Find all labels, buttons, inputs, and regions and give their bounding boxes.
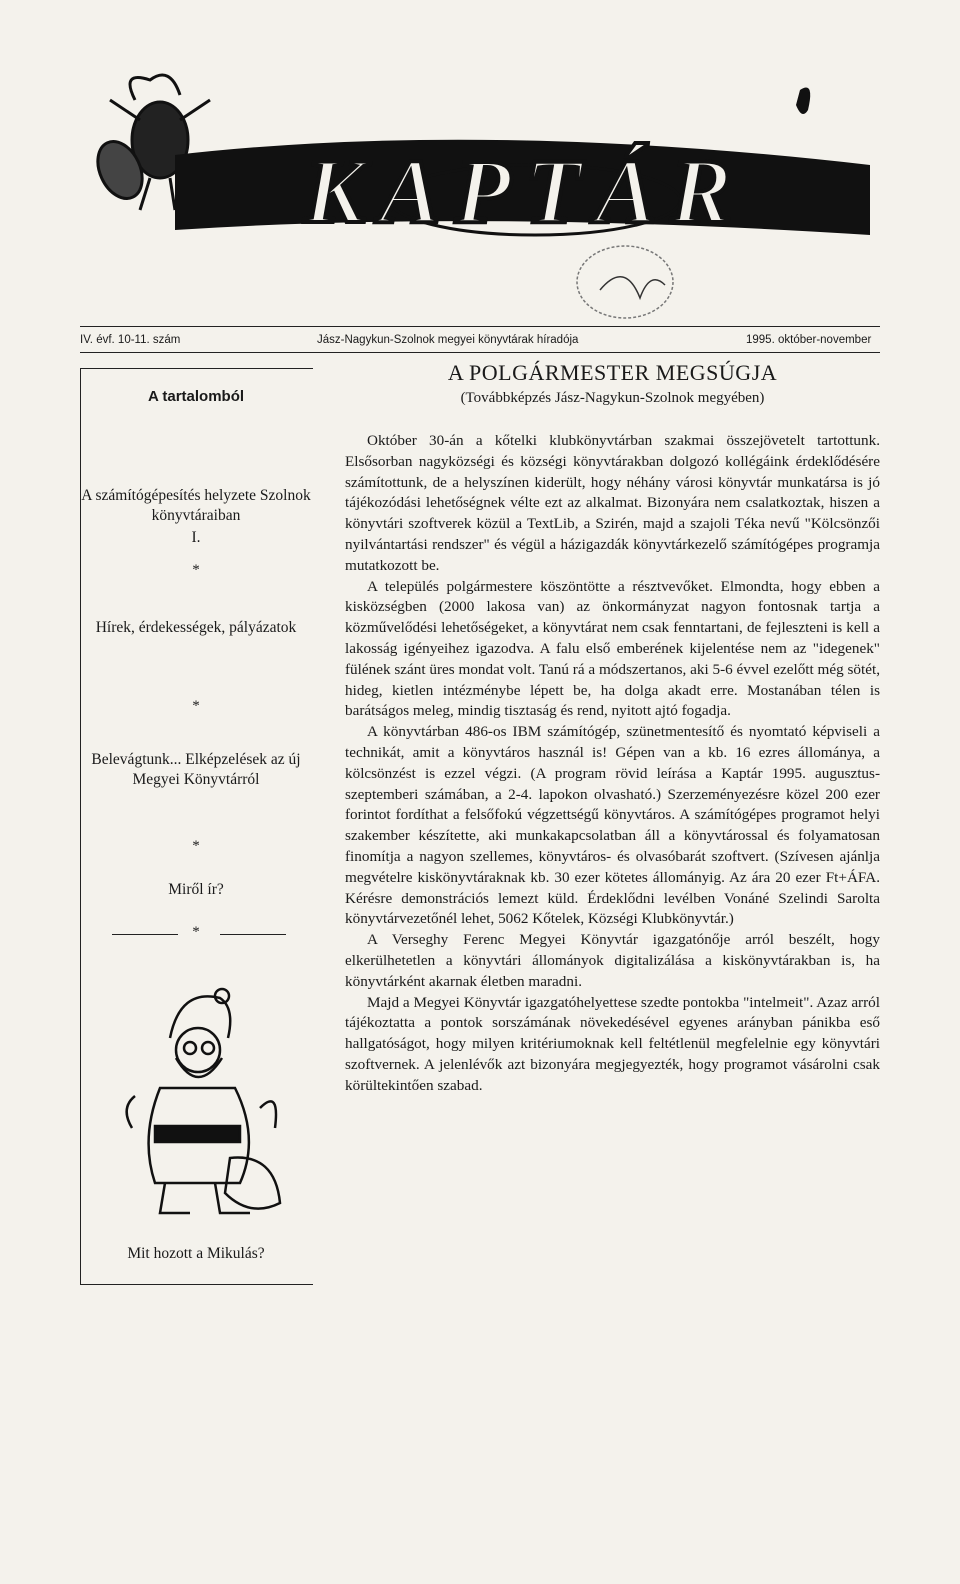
article-subtitle: (Továbbképzés Jász-Nagykun-Szolnok megyében) [460,390,765,406]
contents-item[interactable]: A számítógépesítés helyzete Szolnok könyvtáraiban [81,487,311,524]
separator-star: * [192,698,200,714]
santa-illustration [110,978,290,1223]
contents-item[interactable]: Mit hozott a Mikulás? [127,1245,265,1262]
separator-star: * [192,562,200,578]
publication-subtitle: Jász-Nagykun-Szolnok megyei könyvtárak híradója [317,334,579,346]
stamp-icon [577,246,673,318]
article-paragraph: Október 30-án a kőtelki klubkönyvtárban szakmai összejövetelt tartottunk. Elsősorban nagyközségi és községi könyvtárakban dolgozó kollégáink érdeklődésére számítottunk, de a helyszínen kiderült, hogy néhány városi könyvtár munkatársa is jó tájékozódási lehetőségnek vélte ezt az alkalmat. Bizonyára nem csalatkoztak, hiszen a könyvtári szoftverek közül a TextLib, a Szirén, majd a szajoli Téka nevű "Kölcsönzői nyilvántartási rendszer" és végül a házigazdák könyvtárkezelő számítógépes programja mutatkozott be. [345,432,880,574]
separator-star: * [192,838,200,854]
contents-item[interactable]: Belevágtunk... Elképzelések az új Megyei Könyvtárról [91,751,301,788]
article-title: A POLGÁRMESTER MEGSÚGJA [447,360,778,385]
article-body [345,431,880,1097]
contents-item[interactable]: Hírek, érdekességek, pályázatok [95,619,297,636]
signature-icon [600,277,665,298]
header-rule [80,326,880,327]
issue-number: IV. évf. 10-11. szám [80,334,181,346]
contents-sidebar [80,368,312,1584]
separator-star: * [192,924,200,940]
header-rule-bottom [80,352,880,353]
article-paragraph: Majd a Megyei Könyvtár igazgatóhelyettese szedte pontokba "intelmeit". Azaz arról tájékoztatta a pontok sorszámának növekedésével egyenes arányban pánikba eső hallgatóságot, hogy milyen kritériumoknak kell feltétlenül megfelelnie egy könyvtári szoftvernek. A jelenlévők azt bizonyára megjegyezték, hogy programot vásárolni csak körültekintően szabad. [345,993,880,1094]
issue-date: 1995. október-november [746,334,872,346]
article-paragraph: A Verseghy Ferenc Megyei Könyvtár igazgatónője arról beszélt, hogy elkerülhetetlen a könyvtári állományok digitalizálása a kiskönyvtárakban is, ha könyvtárként akarnak életben maradni. [345,931,880,990]
article-paragraph: A település polgármestere köszöntötte a résztvevőket. Elmondta, hogy ebben a kisközségben (2000 lakosa van) az önkormányzat nagyon fontosnak tartja a közművelődési lehetőségeket, a könyvtárat nem csak fenntartani, de fejleszteni is kell a lakosság igényeihez igazodva. A falu első emberének kijelentése nem az "idegenek" fülének szánt üres mondat volt. Tanú rá a módszertanos, aki 5-6 évvel ezelőtt még sötét, hideg, kietlen intézménybe lépett be, ha dolga akadt erre. Mostanában télen is barátságos meleg, mindig tisztaság és rend, nyitott ajtó fogadja. [345,577,880,720]
separator-line [220,934,286,935]
contents-item[interactable]: Miről ír? [168,881,224,898]
logo-text: KAPTÁR [304,140,746,242]
masthead [80,60,880,330]
flourish-icon [796,88,810,115]
article-paragraph: A könyvtárban 486-os IBM számítógép, szünetmentesítő és nyomtató képviseli a technikát, amit a könyvtáros használ is! Gépen van a kb. 16 ezres állománya, a kölcsönzést is ezzel végzi. (A program rövid leírása a Kaptár 1995. augusztus-szeptemberi számában, a 2-4. lapokon olvasható.) Szerzeményezésre közel 200 ezer forintot fordíthat a felsőfokú végzettségű könyvtáros. A számítógépes programot helyi szakember készítette, aki munkakapcsolatban áll a könyvtárossal és folyamatosan finomítja a nagyon szellemes, könyvtáros- és olvasóbarát szoftvert. (Szívesen ajánlja megvételre kiskönyvtáraknak kb. 30 ezer kötetes állományig. Az ára 20 ezer Ft+ÁFA. Kérésre demonstrációs lemezt küld. Érdeklődni levélben Vonáné Szelindi Sarolta könyvtárvezetőnél lehet, 5062 Kőtelek, Községi Klubkönyvtár.) [345,723,880,928]
contents-item: I. [191,529,201,546]
kaptar-logo [80,60,880,330]
main-article [345,360,880,1097]
contents-title: A tartalomból [147,388,245,405]
